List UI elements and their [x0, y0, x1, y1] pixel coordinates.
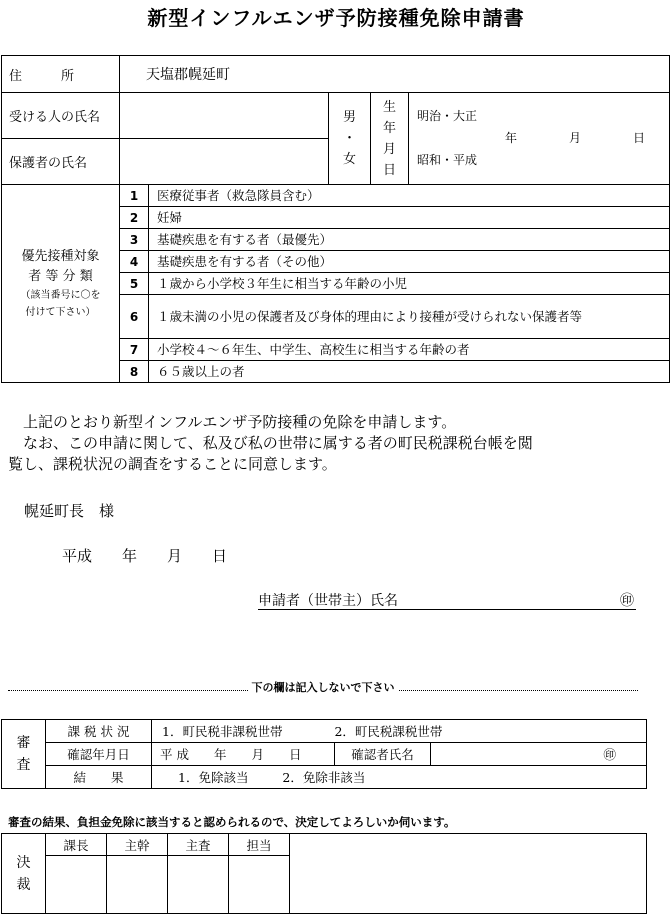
applicant-label: 申請者（世帯主）氏名: [258, 593, 398, 609]
header-senior-staff: 主査: [168, 834, 229, 856]
guardian-name-field[interactable]: [120, 139, 329, 185]
category-note: （該当番号に〇を 付けて下さい）: [20, 289, 101, 318]
category-number[interactable]: 2: [120, 207, 149, 229]
approval-stamp-box[interactable]: [46, 856, 107, 914]
priority-category-label: 優先接種対象 者 等 分 類 （該当番号に〇を 付けて下さい）: [2, 185, 120, 383]
result-label: 結 果: [46, 766, 152, 789]
decision-label: 決 裁: [2, 834, 46, 914]
category-item: １歳未満の小児の保護者及び身体的理由により接種が受けられない保護者等: [149, 295, 670, 339]
category-number[interactable]: 7: [120, 339, 149, 361]
category-item: 小学校４～６年生、中学生、高校生に相当する年齢の者: [149, 339, 670, 361]
birthdate-field[interactable]: [409, 93, 670, 185]
birthdate-label: 生 年 月 日: [371, 93, 409, 185]
office-use-divider: 下の欄は記入しないで下さい: [8, 679, 638, 695]
category-item: 基礎疾患を有する者（その他）: [149, 251, 670, 273]
approval-stamp-box[interactable]: [107, 856, 168, 914]
dotted-line: [8, 690, 248, 691]
recipient-name-field[interactable]: [120, 93, 329, 139]
gender-male: 男: [342, 110, 356, 125]
gender-female: 女: [342, 152, 356, 167]
category-number[interactable]: 3: [120, 229, 149, 251]
category-number[interactable]: 8: [120, 361, 149, 383]
guardian-name-label: 保護者の氏名: [2, 139, 120, 185]
applicant-signature-line[interactable]: [258, 590, 636, 610]
era-lower: 昭和・平成: [417, 153, 478, 167]
gender-separator: ・: [342, 131, 356, 146]
date-month-label: 月: [569, 131, 582, 145]
confirmer-field[interactable]: [431, 743, 647, 766]
dotted-line: [399, 690, 639, 691]
confirmer-label: 確認者氏名: [335, 743, 431, 766]
tax-option-taxable[interactable]: 2．町民税課税世帯: [334, 724, 443, 739]
recipient-name-label: 受ける人の氏名: [2, 93, 120, 139]
category-item: 妊婦: [149, 207, 670, 229]
seal-mark: ㊞: [603, 747, 617, 762]
decision-table: [1, 833, 647, 914]
confirm-date-label: 確認年月日: [46, 743, 152, 766]
addressee: 幌延町長 様: [24, 502, 115, 520]
review-label: 審 査: [2, 720, 46, 789]
application-table: [1, 55, 670, 383]
tax-status-label: 課 税 状 況: [46, 720, 152, 743]
category-item: 医療従事者（救急隊員含む）: [149, 185, 670, 207]
category-item: 基礎疾患を有する者（最優先）: [149, 229, 670, 251]
result-option-exempt[interactable]: 1．免除該当: [178, 770, 249, 785]
approval-stamp-box[interactable]: [168, 856, 229, 914]
result-field[interactable]: [152, 766, 647, 789]
category-item: １歳から小学校３年生に相当する年齢の小児: [149, 273, 670, 295]
category-number[interactable]: 5: [120, 273, 149, 295]
tax-option-nontaxable[interactable]: 1．町民税非課税世帯: [162, 724, 283, 739]
date-day-label: 日: [633, 131, 646, 145]
header-chief-officer: 主幹: [107, 834, 168, 856]
approval-stamp-box[interactable]: [229, 856, 290, 914]
gender-field[interactable]: [329, 93, 371, 185]
category-number[interactable]: 1: [120, 185, 149, 207]
category-number[interactable]: 4: [120, 251, 149, 273]
category-number[interactable]: 6: [120, 295, 149, 339]
result-option-not-exempt[interactable]: 2．免除非該当: [282, 770, 366, 785]
form-title: 新型インフルエンザ予防接種免除申請書: [147, 6, 525, 30]
category-item: ６５歳以上の者: [149, 361, 670, 383]
decision-remarks-field[interactable]: [290, 834, 647, 914]
confirm-date-field[interactable]: 平 成 年 月 日: [152, 743, 335, 766]
seal-mark: ㊞: [620, 593, 634, 609]
consent-paragraph: 上記のとおり新型インフルエンザ予防接種の免除を申請します。 なお、この申請に関して、私及び私の世帯に属する者の町民税課税台帳を閲 覧し、課税状況の調査をすることに同意します。: [8, 413, 533, 473]
era-upper: 明治・大正: [417, 109, 478, 123]
header-staff: 担当: [229, 834, 290, 856]
address-value[interactable]: 天塩郡幌延町: [120, 56, 670, 93]
application-date[interactable]: 平成 年 月 日: [62, 547, 228, 565]
address-label: 住 所: [2, 56, 120, 93]
review-table: [1, 719, 647, 789]
date-year-label: 年: [505, 131, 518, 145]
decision-note: 審査の結果、負担金免除に該当すると認められるので、決定してよろしいか伺います。: [8, 815, 456, 829]
header-section-chief: 課長: [46, 834, 107, 856]
tax-status-field[interactable]: [152, 720, 647, 743]
